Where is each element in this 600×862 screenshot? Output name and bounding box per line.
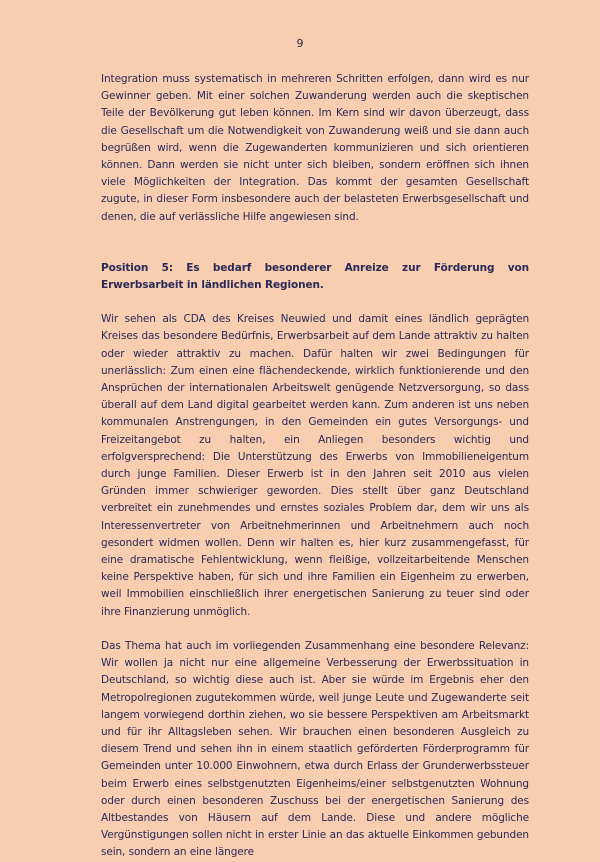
- section-heading: Position 5: Es bedarf besonderer Anreize zur Förderung von Erwerbsarbeit in ländlichen Regionen.: [101, 261, 529, 292]
- paragraph-relevanz: Das Thema hat auch im vorliegenden Zusammenhang eine besondere Relevanz: Wir wollen ja nicht nur eine allgemeine Verbesserung der Erwerbssituation in Deutschland, so wichtig diese auch ist. Aber sie würde im Ergebnis eher den Metropolregionen zugutekommen würde, weil junge Leute und Zugewanderte seit langem vorwiegend dorthin ziehen, wo sie bessere Perspektiven am Arbeitsmarkt und für ihr Alltagsleben sehen. Wir brauchen einen besonderen Ausgleich zu diesem Trend und sehen ihn in einem staatlich geförderten Förderprogramm für Gemeinden unter 10.000 Einwohnern, etwa durch Erlass der Grunderwerbssteuer beim Erwerb eines selbstgenutzten Eigenheims/einer selbstgenutzten Wohnung oder durch einen besonderen Zuschuss bei der energetischen Sanierung des Altbestandes von Häusern auf dem Lande. Diese und andere mögliche Vergünstigungen sollen nicht in erster Linie an das aktuelle Einkommen gebunden sein, sondern an eine längere: [101, 639, 529, 859]
- paragraph-integration: Integration muss systematisch in mehreren Schritten erfolgen, dann wird es nur Gewinner geben. Mit einer solchen Zuwanderung werden auch die skeptischen Teile der Bevölkerung gut leben können. Im Kern sind wir davon überzeugt, dass die Gesellschaft um die Notwendigkeit von Zuwanderung weiß und sie dann auch begrüßen wird, wenn die Zugewanderten kommunizieren und sich orientieren können. Dann werden sie nicht unter sich bleiben, sondern eröffnen sich ihnen viele Möglichkeiten der Integration. Das kommt der gesamten Gesellschaft zugute, in dieser Form insbesondere auch der belasteten Erwerbsgesellschaft und denen, die auf verlässliche Hilfe angewiesen sind.: [101, 73, 529, 223]
- page-number: 9: [296, 37, 304, 50]
- document-body: [101, 71, 529, 862]
- paragraph-erwerbsarbeit: Wir sehen als CDA des Kreises Neuwied und damit eines ländlich geprägten Kreises das besondere Bedürfnis, Erwerbsarbeit auf dem Lande attraktiv zu halten oder wieder attraktiv zu machen. Dafür halten wir zwei Bedingungen für unerlässlich: Zum einen eine flächendeckende, wirklich funktionierende und den Ansprüchen der internationalen Arbeitswelt genügende Netzversorgung, so dass überall auf dem Land digital gearbeitet werden kann. Zum anderen ist uns neben kommunalen Anstrengungen, in den Gemeinden ein gutes Versorgungs- und Freizeitangebot zu halten, ein Anliegen besonders wichtig und erfolgversprechend: Die Unterstützung des Erwerbs von Immobilieneigentum durch junge Familien. Dieser Erwerb ist in den Jahren seit 2010 aus vielen Gründen immer schwieriger geworden. Dies stellt über ganz Deutschland verbreitet ein zunehmendes und ernstes soziales Problem dar, dem wir uns als Interessenvertreter von Arbeitnehmerinnen und Arbeitnehmern auch noch gesondert widmen wollen. Denn wir halten es, hier kurz zusammengefasst, für eine dramatische Fehlentwicklung, wenn fleißige, vollzeitarbeitende Menschen keine Perspektive haben, für sich und ihre Familien ein Eigenheim zu erwerben, weil Immobilien einschließlich ihrer energetischen Sanierung zu teuer sind oder ihre Finanzierung unmöglich.: [101, 313, 529, 618]
